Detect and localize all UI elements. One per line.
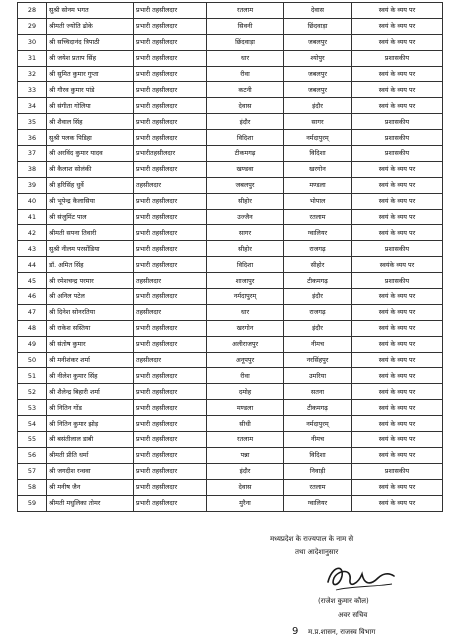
from-district-cell: नर्मदापुरम् [207,289,284,305]
remark-cell: स्वयं के व्यय पर [352,495,443,511]
sr-no-cell: 33 [18,82,47,98]
name-cell: श्री संजुमिंट पाल [47,209,134,225]
from-district-cell: सागर [207,225,284,241]
name-cell: श्री मनीशंकर शर्मा [47,352,134,368]
sr-no-cell: 36 [18,130,47,146]
designation-cell: प्रभारी तहसीलदार [134,34,207,50]
remark-cell: स्वयं के व्यय पर [352,336,443,352]
to-district-cell: टीकमगढ़ [284,400,352,416]
to-district-cell: जबलपुर [284,34,352,50]
from-district-cell: रीवा [207,66,284,82]
remark-cell: स्वयं के व्यय पर [352,177,443,193]
sr-no-cell: 47 [18,304,47,320]
sr-no-cell: 32 [18,66,47,82]
to-district-cell: रतलाम [284,479,352,495]
table-row [18,384,443,400]
designation-cell: तहसीलदार [134,352,207,368]
table-row [18,304,443,320]
designation-cell: तहसीलदार [134,177,207,193]
table-row [18,495,443,511]
table-row [18,320,443,336]
table-body [18,3,443,512]
to-district-cell: राजगढ़ [284,304,352,320]
from-district-cell: सीधी [207,416,284,432]
name-cell: श्री गौरव कुमार पांडे [47,82,134,98]
designation-cell: प्रभारी तहसीलदार [134,416,207,432]
from-district-cell: शाजापुर [207,273,284,289]
remark-cell: स्वयंके व्यय पर [352,257,443,273]
table-row [18,463,443,479]
sr-no-cell: 28 [18,3,47,19]
designation-cell: प्रभारी तहसीलदार [134,257,207,273]
to-district-cell: नर्मदापुरम् [284,416,352,432]
table-row [18,193,443,209]
remark-cell: स्वयं के व्यय पर [352,352,443,368]
designation-cell: प्रभारी तहसीलदार [134,368,207,384]
table-row [18,336,443,352]
name-cell: श्री संतोष कुमार [47,336,134,352]
sr-no-cell: 59 [18,495,47,511]
signature-mark [322,560,402,596]
remark-cell: स्वयं के व्यय पर [352,432,443,448]
designation-cell: प्रभारी तहसीलदार [134,400,207,416]
table-row [18,289,443,305]
table-row [18,368,443,384]
remark-cell: स्वयं के व्यय पर [352,304,443,320]
table-row [18,98,443,114]
name-cell: सुश्री नीलम परसोंडिया [47,241,134,257]
remark-cell: स्वयं के व्यय पर [352,161,443,177]
designation-cell: तहसीलदार [134,304,207,320]
table-row [18,273,443,289]
remark-cell: स्वयं के व्यय पर [352,18,443,34]
table-row [18,50,443,66]
remark-cell: स्वयं के व्यय पर [352,209,443,225]
designation-cell: प्रभारी तहसीलदार [134,130,207,146]
designation-cell: प्रभारी तहसीलदार [134,82,207,98]
to-district-cell: सागर [284,114,352,130]
designation-cell: प्रभारी तहसीलदार [134,50,207,66]
name-cell: श्री राकेश सस्तिया [47,320,134,336]
sr-no-cell: 37 [18,146,47,162]
table-row [18,447,443,463]
to-district-cell: सीहोर [284,257,352,273]
from-district-cell: टीकमगढ़ [207,146,284,162]
designation-cell: प्रभारी तहसीलदार [134,320,207,336]
sr-no-cell: 54 [18,416,47,432]
table-row [18,82,443,98]
sr-no-cell: 38 [18,161,47,177]
to-district-cell: देवास [284,3,352,19]
table-row [18,416,443,432]
from-district-cell: रतलाम [207,432,284,448]
name-cell: श्री रमेशचन्द्र परमार [47,273,134,289]
from-district-cell: इंदौर [207,463,284,479]
to-district-cell: विदिशा [284,447,352,463]
from-district-cell: कटनी [207,82,284,98]
sr-no-cell: 45 [18,273,47,289]
table-row [18,34,443,50]
to-district-cell: ग्वालियर [284,225,352,241]
name-cell: श्री सुमित कुमार गुप्ता [47,66,134,82]
name-cell: श्री जयेश प्रताप सिंह [47,50,134,66]
to-district-cell: विदिशा [284,146,352,162]
to-district-cell: जबलपुर [284,66,352,82]
to-district-cell: श्योपुर [284,50,352,66]
from-district-cell: छिंदवाड़ा [207,34,284,50]
to-district-cell: इंदौर [284,98,352,114]
sr-no-cell: 49 [18,336,47,352]
table-row [18,209,443,225]
from-district-cell: खण्डवा [207,161,284,177]
sr-no-cell: 41 [18,209,47,225]
table-row [18,130,443,146]
designation-cell: प्रभारी तहसीलदार [134,98,207,114]
sr-no-cell: 31 [18,50,47,66]
table-row [18,225,443,241]
remark-cell: स्वयं के व्यय पर [352,34,443,50]
sr-no-cell: 52 [18,384,47,400]
to-district-cell: ग्वालियर [284,495,352,511]
name-cell: सुश्री सोनम भगत [47,3,134,19]
table-row [18,257,443,273]
to-district-cell: जबलपुर [284,82,352,98]
table-row [18,18,443,34]
name-cell: श्री शैलेन्द्र बिहारी शर्मा [47,384,134,400]
designation-cell: प्रभारी तहसीलदार [134,463,207,479]
remark-cell: स्वयं के व्यय पर [352,368,443,384]
remark-cell: स्वयं के व्यय पर [352,66,443,82]
signatory-name: (राजेश कुमार कौल) [318,597,369,605]
designation-cell: प्रभारी तहसीलदार [134,289,207,305]
from-district-cell: धार [207,304,284,320]
sr-no-cell: 50 [18,352,47,368]
table-row [18,114,443,130]
remark-cell: स्वयं के व्यय पर [352,82,443,98]
name-cell: श्रीमती मधुलिका तोमर [47,495,134,511]
designation-cell: तहसीलदार [134,273,207,289]
from-district-cell: रीवा [207,368,284,384]
sr-no-cell: 48 [18,320,47,336]
from-district-cell: जबलपुर [207,177,284,193]
signatory-title: अवर सचिव [338,611,368,619]
name-cell: श्रीमती ज्योति ढोके [47,18,134,34]
to-district-cell: निवाड़ी [284,463,352,479]
from-district-cell: सीहोर [207,241,284,257]
name-cell: श्री बसंतीलाल डाबी [47,432,134,448]
from-district-cell: देवास [207,479,284,495]
designation-cell: प्रभारी तहसीलदार [134,66,207,82]
remark-cell: स्वयं के व्यय पर [352,447,443,463]
to-district-cell: भोपाल [284,193,352,209]
name-cell: श्री कैलाश सोलंकी [47,161,134,177]
to-district-cell: इंदौर [284,320,352,336]
sr-no-cell: 34 [18,98,47,114]
from-district-cell: देवास [207,98,284,114]
remark-cell: प्रशासकीय [352,463,443,479]
to-district-cell: इंदौर [284,289,352,305]
to-district-cell: नर्मदापुरम् [284,130,352,146]
from-district-cell: विदिशा [207,130,284,146]
from-district-cell: धार [207,50,284,66]
designation-cell: प्रभारी तहसीलदार [134,495,207,511]
remark-cell: स्वयं के व्यय पर [352,193,443,209]
name-cell: श्री नितिन गोंड [47,400,134,416]
to-district-cell: राजगढ़ [284,241,352,257]
designation-cell: प्रभारी तहसीलदार [134,3,207,19]
sr-no-cell: 46 [18,289,47,305]
table-row [18,177,443,193]
name-cell: श्री दिनेश सोनरतिया [47,304,134,320]
table-row [18,400,443,416]
designation-cell: प्रभारी तहसीलदार [134,18,207,34]
name-cell: सुश्री पलक पिडिहा [47,130,134,146]
department-line: म.प्र.शासन, राजस्व विभाग [308,628,376,636]
remark-cell: प्रशासकीय [352,273,443,289]
sr-no-cell: 35 [18,114,47,130]
table-row [18,161,443,177]
designation-cell: प्रभारी तहसीलदार [134,225,207,241]
from-district-cell: सिवनी [207,18,284,34]
designation-cell: प्रभारी तहसीलदार [134,447,207,463]
designation-cell: प्रभारी तहसीलदार [134,241,207,257]
sr-no-cell: 43 [18,241,47,257]
name-cell: श्री अरविंद कुमार यादव [47,146,134,162]
from-district-cell: इंदौर [207,114,284,130]
remark-cell: स्वयं के व्यय पर [352,384,443,400]
designation-cell: प्रभारी तहसीलदार [134,114,207,130]
designation-cell: प्रभारी तहसीलदार [134,479,207,495]
designation-cell: प्रभारी तहसीलदार [134,193,207,209]
from-district-cell: दमोह [207,384,284,400]
sr-no-cell: 53 [18,400,47,416]
designation-cell: प्रभारी तहसीलदार [134,209,207,225]
name-cell: श्री सच्चिदानंद त्रिपाठी [47,34,134,50]
to-district-cell: खरगोन [284,161,352,177]
to-district-cell: टीकमगढ़ [284,273,352,289]
table-row [18,146,443,162]
sr-no-cell: 56 [18,447,47,463]
sr-no-cell: 57 [18,463,47,479]
remark-cell: स्वयं के व्यय पर [352,416,443,432]
sr-no-cell: 42 [18,225,47,241]
transfer-table [17,2,443,512]
remark-cell: स्वयं के व्यय पर [352,400,443,416]
authority-line-1: मध्यप्रदेश के राज्यपाल के नाम से [270,535,354,543]
from-district-cell: विदिशा [207,257,284,273]
remark-cell: प्रशासकीय [352,50,443,66]
to-district-cell: उमरिया [284,368,352,384]
remark-cell: स्वयं के व्यय पर [352,225,443,241]
designation-cell: प्रभारी तहसीलदार [134,384,207,400]
name-cell: डॉ. अमित सिंह [47,257,134,273]
from-district-cell: उज्जैन [207,209,284,225]
authority-line-2: तथा आदेशानुसार [295,548,339,556]
designation-cell: प्रभारी तहसीलदार [134,161,207,177]
name-cell: श्रीमती सपना तिवारी [47,225,134,241]
from-district-cell: पन्ना [207,447,284,463]
remark-cell: स्वयं के व्यय पर [352,320,443,336]
table-row [18,432,443,448]
sr-no-cell: 58 [18,479,47,495]
sr-no-cell: 29 [18,18,47,34]
remark-cell: प्रशासकीय [352,114,443,130]
sr-no-cell: 39 [18,177,47,193]
remark-cell: स्वयं के व्यय पर [352,479,443,495]
remark-cell: प्रशासकीय [352,241,443,257]
sr-no-cell: 44 [18,257,47,273]
to-district-cell: नरसिंहपुर [284,352,352,368]
name-cell: श्रीमती प्रीति धर्मा [47,447,134,463]
designation-cell: प्रभारी तहसीलदार [134,336,207,352]
remark-cell: प्रशासकीय [352,146,443,162]
name-cell: श्री भूपेन्द्र कैलासिया [47,193,134,209]
designation-cell: प्रभारीतहसीलदार [134,146,207,162]
table-row [18,241,443,257]
from-district-cell: रतलाम [207,3,284,19]
table-row [18,479,443,495]
to-district-cell: मण्डला [284,177,352,193]
remark-cell: स्वयं के व्यय पर [352,289,443,305]
remark-cell: स्वयं के व्यय पर [352,3,443,19]
from-district-cell: अलीराजपुर [207,336,284,352]
remark-cell: प्रशासकीय [352,130,443,146]
name-cell: श्री हरिसिंह धुर्वे [47,177,134,193]
from-district-cell: सीहोर [207,193,284,209]
sr-no-cell: 51 [18,368,47,384]
table-row [18,3,443,19]
name-cell: श्री जगदीश रन्धवा [47,463,134,479]
to-district-cell: सतना [284,384,352,400]
table-row [18,352,443,368]
to-district-cell: नीमच [284,336,352,352]
to-district-cell: छिंदवाड़ा [284,18,352,34]
name-cell: श्री संगीता गोलिया [47,98,134,114]
remark-cell: स्वयं के व्यय पर [352,98,443,114]
name-cell: श्री अनिल पटेल [47,289,134,305]
table-row [18,66,443,82]
from-district-cell: खरगोन [207,320,284,336]
sr-no-cell: 40 [18,193,47,209]
sr-no-cell: 55 [18,432,47,448]
from-district-cell: मुरैना [207,495,284,511]
page-number: 9 [292,626,299,637]
name-cell: श्री नीलेश कुमार सिंह [47,368,134,384]
from-district-cell: मण्डला [207,400,284,416]
name-cell: श्री मनीष जैन [47,479,134,495]
designation-cell: प्रभारी तहसीलदार [134,432,207,448]
to-district-cell: नीमच [284,432,352,448]
to-district-cell: रतलाम [284,209,352,225]
sr-no-cell: 30 [18,34,47,50]
from-district-cell: अनूपपुर [207,352,284,368]
name-cell: श्री नितिन कुमार झोड़ [47,416,134,432]
name-cell: श्री शैवाल सिंह [47,114,134,130]
